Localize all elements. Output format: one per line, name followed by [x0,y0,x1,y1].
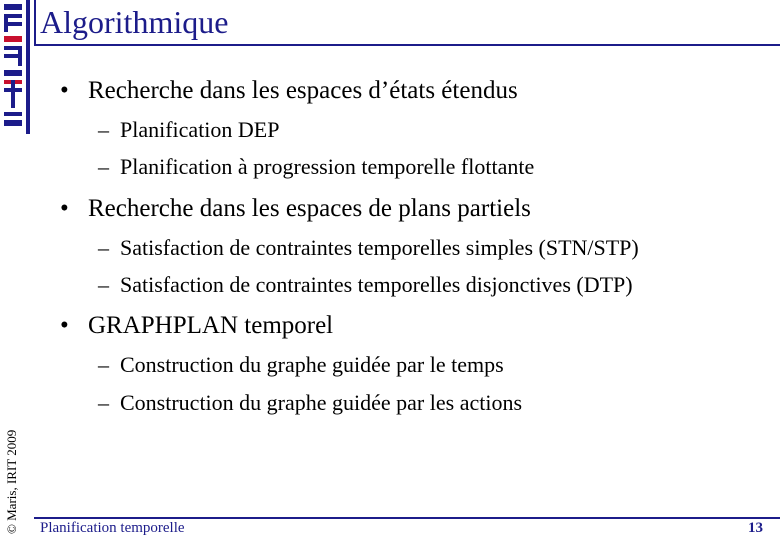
bullet-item: • Recherche dans les espaces de plans partiels [60,195,531,222]
sub-bullet-text: Construction du graphe guidée par le temps [120,352,504,377]
page-number: 13 [748,520,763,536]
sub-bullet-item: – Satisfaction de contraintes temporelles simples (STN/STP) [98,235,639,260]
sub-bullet-text: Satisfaction de contraintes temporelles simples (STN/STP) [120,235,639,260]
sub-bullet-text: Planification DEP [120,117,280,142]
copyright-caption: © Maris, IRIT 2009 [4,429,19,534]
sub-bullet-text: Construction du graphe guidée par les actions [120,390,523,415]
title-underline [34,44,780,46]
sub-bullet-text: Satisfaction de contraintes temporelles disjonctives (DTP) [120,272,633,297]
sub-bullet-item: – Planification à progression temporelle flottante [98,154,535,179]
sub-bullet-text: Planification à progression temporelle flottante [120,154,535,179]
footer-divider [34,517,780,519]
sub-bullet-item: – Construction du graphe guidée par le temps [98,352,504,377]
irit-logo [0,0,32,134]
bullet-text: Recherche dans les espaces de plans partiels [88,195,531,222]
title-divider [34,0,36,46]
bullet-text: GRAPHPLAN temporel [88,312,334,339]
bullet-item: • GRAPHPLAN temporel [60,312,334,339]
sub-bullet-item: – Planification DEP [98,117,280,142]
bullet-item: • Recherche dans les espaces d’états étendus [60,77,518,104]
footer-course-title: Planification temporelle [40,520,185,536]
slide-title: Algorithmique [40,4,229,40]
sub-bullet-item: – Satisfaction de contraintes temporelles disjonctives (DTP) [98,272,633,297]
bullet-text: Recherche dans les espaces d’états étendus [88,77,518,104]
sub-bullet-item: – Construction du graphe guidée par les actions [98,390,523,415]
